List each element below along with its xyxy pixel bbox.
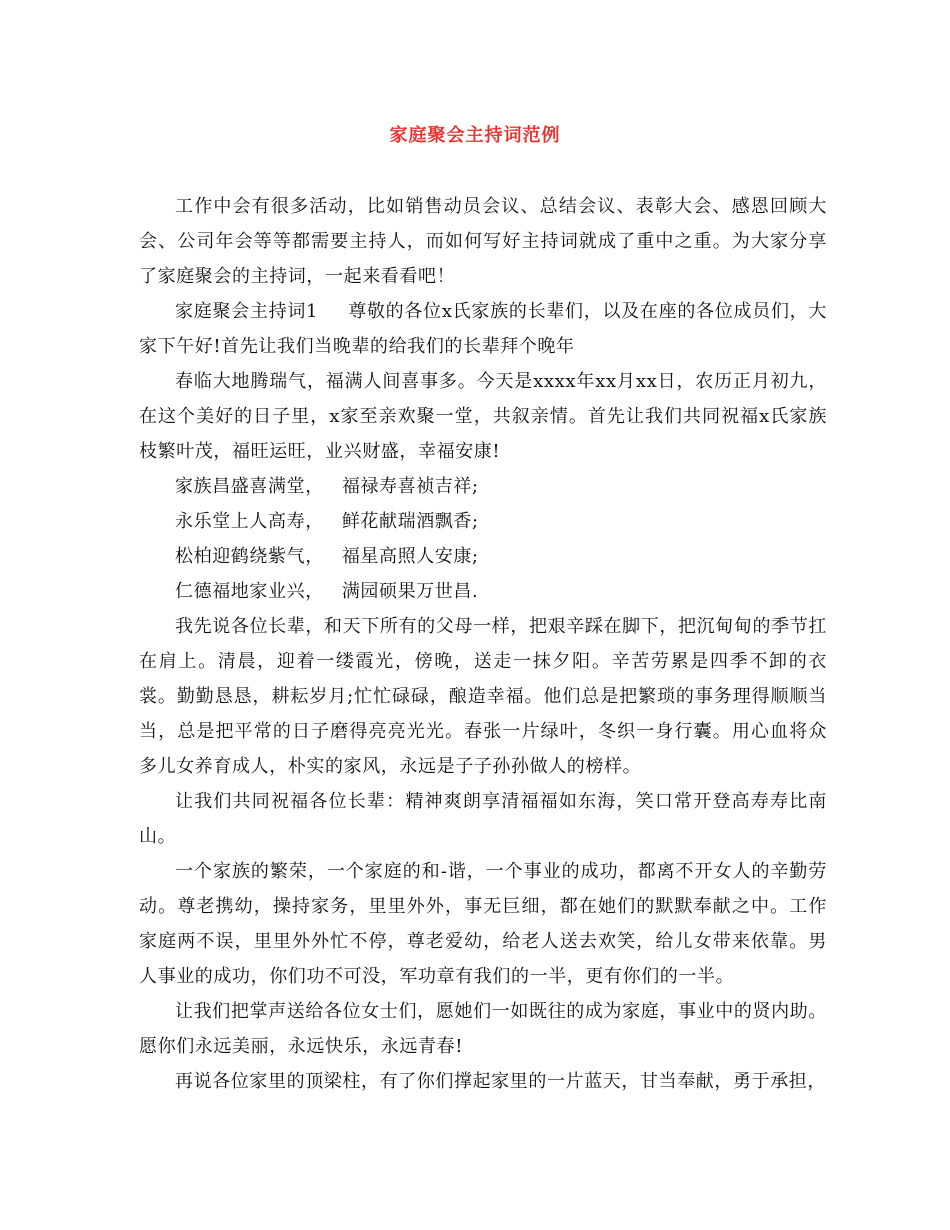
- section-heading: 家庭聚会主持词1: [175, 301, 319, 322]
- document-body: [139, 189, 827, 1099]
- couplet-right: 福禄寿喜祯吉祥;: [341, 476, 479, 497]
- couplet-line: [139, 574, 827, 609]
- couplet-right: 鲜花献瑞酒飘香;: [341, 511, 479, 532]
- women-paragraph: 一个家族的繁荣，一个家庭的和-谐，一个事业的成功，都离不开女人的辛勤劳动。尊老携幼，操持家务，里里外外，事无巨细，都在她们的默默奉献之中。工作家庭两不误，里里外外忙不停，尊老爱幼，给老人送去欢笑，给儿女带来依靠。男人事业的成功，你们功不可没，军功章有我们的一半，更有你们的一半。: [139, 861, 827, 987]
- spring-paragraph: 春临大地腾瑞气，福满人间喜事多。今天是xxxx年xx月xx日，农历正月初九，在这个美好的日子里，x家至亲欢聚一堂，共叙亲情。首先让我们共同祝福x氏家族枝繁叶茂，福旺运旺，业兴财盛，幸福安康!: [139, 371, 827, 462]
- elders-paragraph: 我先说各位长辈，和天下所有的父母一样，把艰辛踩在脚下，把沉甸甸的季节扛在肩上。清晨，迎着一缕霞光，傍晚，送走一抹夕阳。辛苦劳累是四季不卸的衣裳。勤勤恳恳，耕耘岁月;忙忙碌碌，酿造幸福。他们总是把繁琐的事务理得顺顺当当，总是把平常的日子磨得亮亮光光。春张一片绿叶，冬织一身行囊。用心血将众多儿女养育成人，朴实的家风，永远是子子孙孙做人的榜样。: [139, 616, 827, 777]
- couplet-left: 家族昌盛喜满堂，: [175, 476, 324, 497]
- couplet-line: [139, 469, 827, 504]
- document-title: 家庭聚会主持词范例: [389, 125, 561, 146]
- couplet-left: 仁德福地家业兴，: [175, 581, 324, 602]
- pillars-paragraph: 再说各位家里的顶梁柱，有了你们撑起家里的一片蓝天，甘当奉献，勇于承担，: [175, 1071, 826, 1092]
- intro-paragraph: 工作中会有很多活动，比如销售动员会议、总结会议、表彰大会、感恩回顾大会、公司年会等等都需要主持人，而如何写好主持词就成了重中之重。为大家分享了家庭聚会的主持词，一起来看看吧！: [139, 196, 827, 287]
- couplet-right: 福星高照人安康;: [341, 546, 479, 567]
- opening-text: 尊敬的各位x氏家族的长辈们，以及在座的各位成员们，大家下午好!首先让我们当晚辈的给我们的长辈拜个晚年: [139, 301, 827, 357]
- couplet-line: [139, 539, 827, 574]
- opening-paragraph: [139, 294, 827, 364]
- applause-paragraph: 让我们把掌声送给各位女士们，愿她们一如既往的成为家庭，事业中的贤内助。愿你们永远美丽，永远快乐，永远青春!: [139, 1001, 827, 1057]
- blessing-paragraph: 让我们共同祝福各位长辈：精神爽朗享清福福如东海，笑口常开登高寿寿比南山。: [139, 791, 827, 847]
- couplet-right: 满园硕果万世昌.: [341, 581, 479, 602]
- couplet-left: 松柏迎鹤绕紫气，: [175, 546, 324, 567]
- couplet-line: [139, 504, 827, 539]
- couplet-left: 永乐堂上人高寿，: [175, 511, 324, 532]
